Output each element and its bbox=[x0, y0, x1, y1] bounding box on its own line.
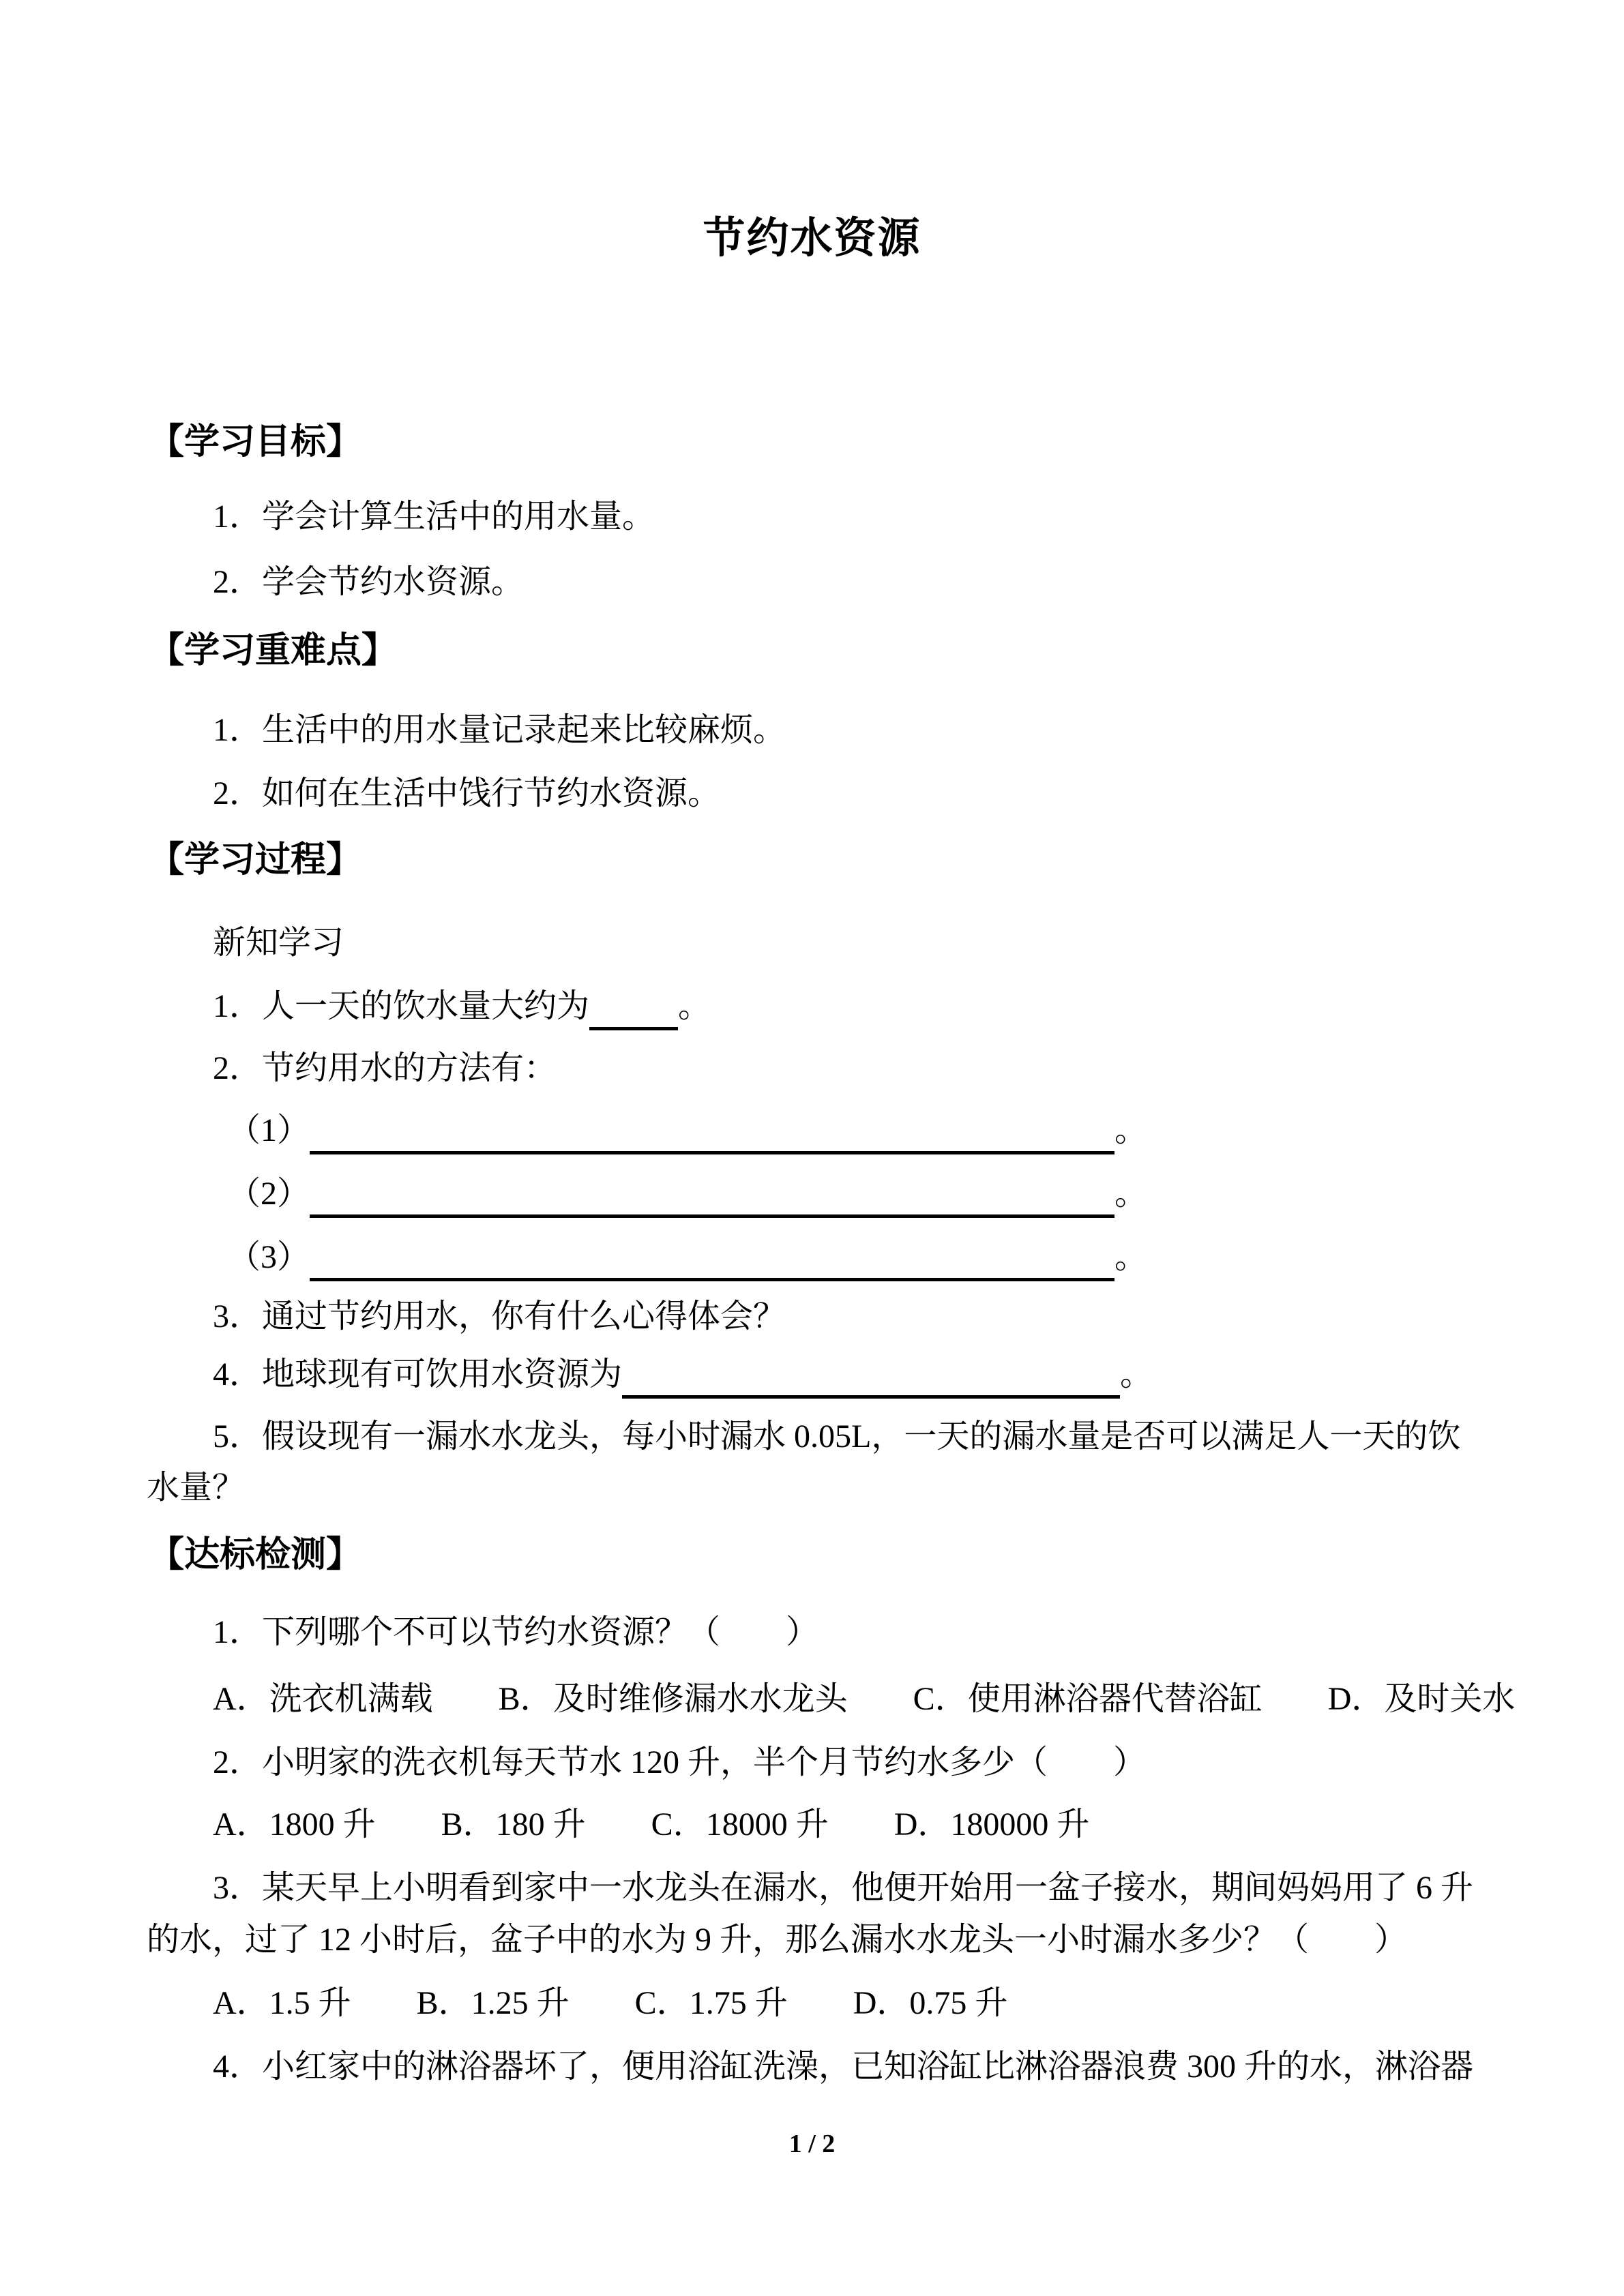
assessment-question-2: 2．小明家的洗衣机每天节水 120 升，半个月节约水多少（ ） bbox=[213, 1744, 1147, 1780]
fill-in-blank bbox=[310, 1238, 1114, 1281]
assessment-question-3-continuation: 的水，过了 12 小时后，盆子中的水为 9 升，那么漏水水龙头一小时漏水多少？（ ） bbox=[147, 1922, 1408, 1958]
question-period: 。 bbox=[678, 988, 711, 1024]
assessment-question-2-options: A．1800 升 B．180 升 C．18000 升 D．180000 升 bbox=[213, 1806, 1090, 1843]
blank-period: 。 bbox=[1114, 1239, 1148, 1275]
process-question-5: 5．假设现有一漏水水龙头，每小时漏水 0.05L，一天的漏水量是否可以满足人一天的饮 bbox=[213, 1418, 1461, 1455]
fill-in-blank bbox=[310, 1112, 1114, 1154]
page-number: 1 / 2 bbox=[788, 2130, 836, 2158]
fill-in-blank bbox=[310, 1175, 1114, 1218]
method-blank-line bbox=[228, 1112, 1147, 1154]
process-question-3: 3．通过节约用水，你有什么心得体会？ bbox=[213, 1298, 786, 1335]
blank-period: 。 bbox=[1114, 1176, 1148, 1212]
assessment-question-3-options: A．1.5 升 B．1.25 升 C．1.75 升 D．0.75 升 bbox=[213, 1985, 1008, 2021]
assessment-question-1-options: A．洗衣机满载 B．及时维修漏水水龙头 C．使用淋浴器代替浴缸 D．及时关水 bbox=[213, 1681, 1516, 1717]
blank-label: （1） bbox=[228, 1112, 310, 1148]
process-question-1 bbox=[213, 987, 711, 1030]
section-heading-key-points: 【学习重难点】 bbox=[149, 631, 398, 670]
assessment-question-3: 3．某天早上小明看到家中一水龙头在漏水，他便开始用一盆子接水，期间妈妈用了 6 升 bbox=[213, 1870, 1474, 1906]
question-text: 1．人一天的饮水量大约为 bbox=[213, 988, 590, 1024]
question-period: 。 bbox=[1120, 1356, 1153, 1392]
process-question-2: 2．节约用水的方法有： bbox=[213, 1050, 557, 1086]
key-point-item: 1．生活中的用水量记录起来比较麻烦。 bbox=[213, 712, 786, 748]
section-heading-process: 【学习过程】 bbox=[149, 841, 362, 880]
process-question-4 bbox=[213, 1356, 1153, 1399]
blank-period: 。 bbox=[1114, 1112, 1148, 1148]
blank-label: （2） bbox=[228, 1176, 310, 1212]
objective-item: 1．学会计算生活中的用水量。 bbox=[213, 498, 655, 535]
blank-label: （3） bbox=[228, 1239, 310, 1275]
process-subheading: 新知学习 bbox=[213, 925, 344, 961]
method-blank-line bbox=[228, 1175, 1147, 1218]
process-question-5-continuation: 水量？ bbox=[147, 1470, 246, 1506]
assessment-question-4: 4．小红家中的淋浴器坏了，便用浴缸洗澡，已知浴缸比淋浴器浪费 300 升的水，淋浴器 bbox=[213, 2048, 1474, 2085]
objective-item: 2．学会节约水资源。 bbox=[213, 564, 525, 600]
section-heading-objectives: 【学习目标】 bbox=[149, 423, 362, 462]
assessment-question-1: 1．下列哪个不可以节约水资源？（ ） bbox=[213, 1614, 819, 1650]
question-text: 4．地球现有可饮用水资源为 bbox=[213, 1356, 623, 1392]
fill-in-blank bbox=[589, 987, 678, 1030]
key-point-item: 2．如何在生活中饯行节约水资源。 bbox=[213, 775, 721, 811]
fill-in-blank bbox=[622, 1356, 1120, 1399]
section-heading-assessment: 【达标检测】 bbox=[149, 1536, 362, 1575]
method-blank-line bbox=[228, 1238, 1147, 1281]
page-title: 节约水资源 bbox=[703, 215, 921, 262]
